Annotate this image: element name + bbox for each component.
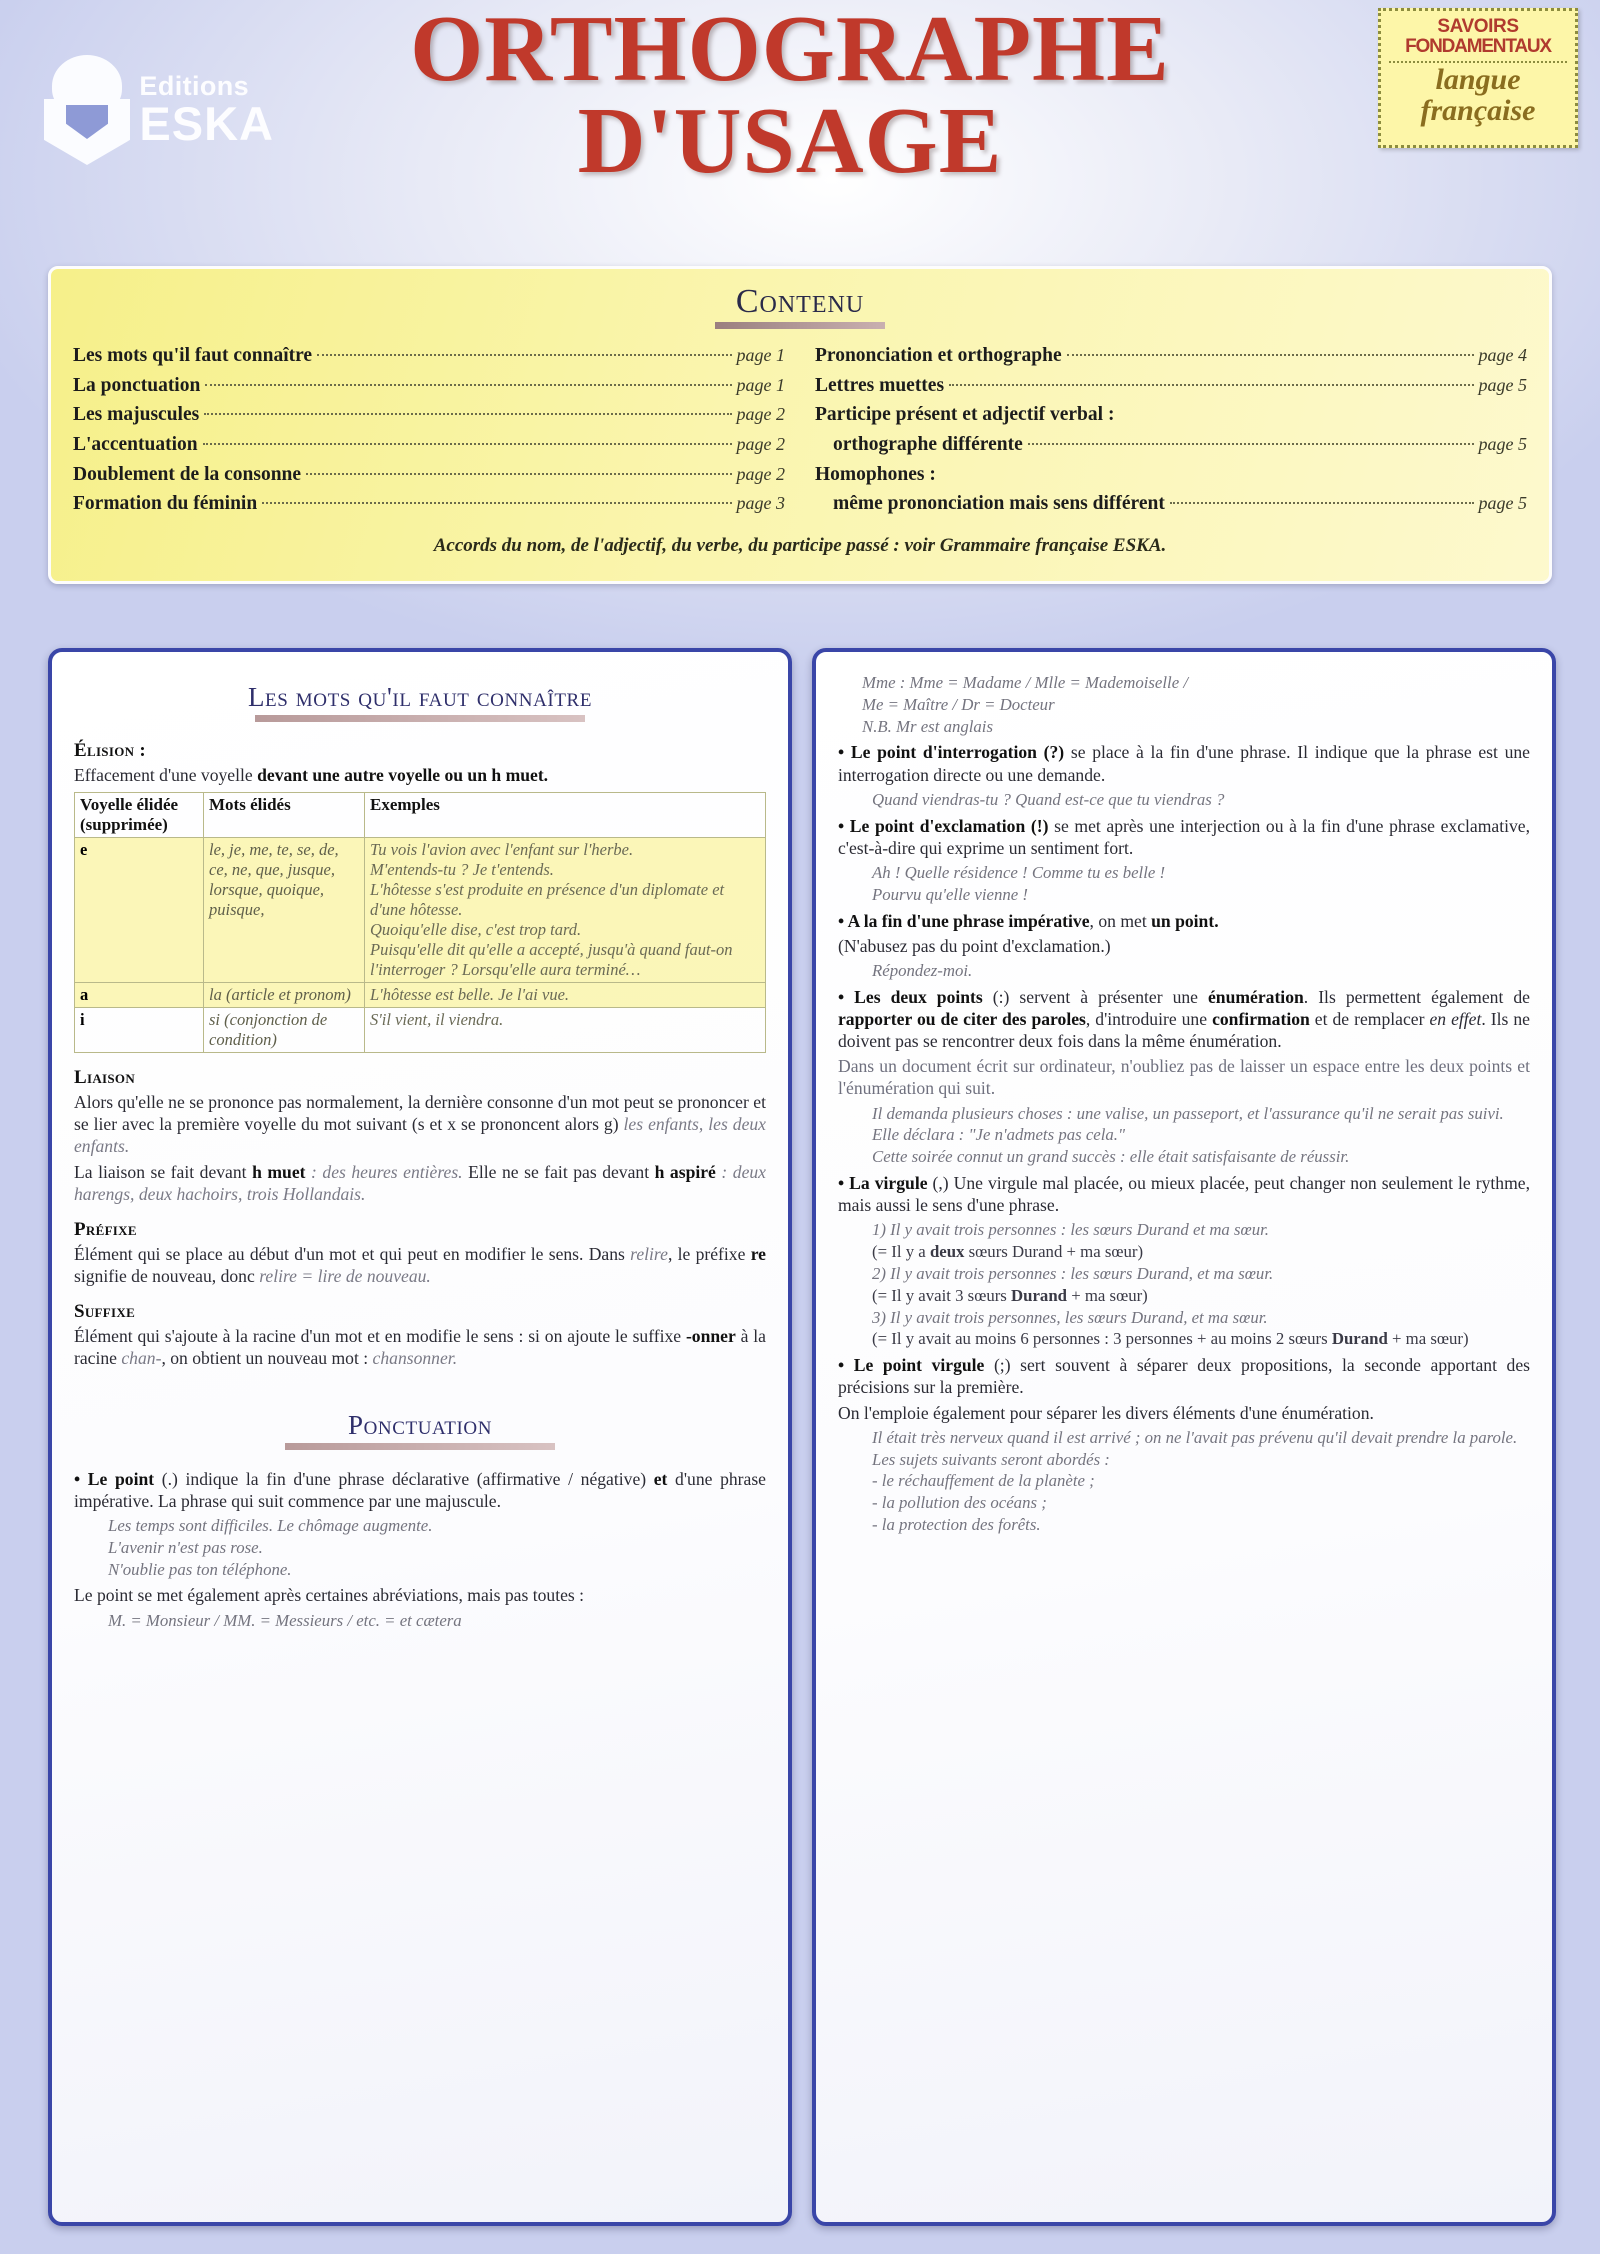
deuxpoints-examples-list <box>872 1103 1530 1168</box>
toc-column-left <box>73 341 785 519</box>
title-line-1: ORTHOGRAPHE <box>410 0 1170 101</box>
toc-entry-label: orthographe différente <box>833 433 1023 455</box>
toc-entry[interactable] <box>73 489 785 519</box>
elision-example: L'hôtesse s'est produite en présence d'un diplomate et d'une hôtesse. <box>370 880 725 920</box>
virgule-examples-list <box>872 1219 1530 1350</box>
elision-words: si (conjonction de condition) <box>204 1008 365 1053</box>
imperative-example: Répondez-moi. <box>872 960 973 980</box>
toc-entry-label: Les mots qu'il faut connaître <box>73 345 313 366</box>
virgule-gloss: (= Il y avait au moins 6 personnes : 3 personnes + au moins 2 sœurs Durand + ma sœur) <box>872 1329 1469 1349</box>
table-row <box>75 1008 766 1053</box>
pointvirgule-examples-list <box>872 1427 1530 1536</box>
pointvirgule-example: - la protection des forêts. <box>872 1515 1041 1535</box>
pointvirgule-text-2: On l'emploie également pour séparer les divers éléments d'une énumération. <box>838 1402 1374 1423</box>
virgule-gloss: (= Il y a deux sœurs Durand + ma sœur) <box>872 1242 1144 1262</box>
point-abbr-text: Le point se met également après certaines abréviations, mais pas toutes : <box>74 1585 585 1606</box>
liaison-paragraph-2 <box>74 1161 766 1205</box>
liaison-p2-a: La liaison se fait devant <box>74 1161 253 1182</box>
interrogation-label: • Le point d'interrogation (?) <box>838 742 1065 763</box>
point-text-c: d'une phrase impérative. La phrase qui suit commence par une majuscule. <box>74 1468 766 1511</box>
deuxpoints-t1: (:) servent à présenter une <box>982 986 1208 1007</box>
elision-table-header: Voyelle élidée (supprimée) <box>75 793 204 838</box>
deuxpoints-t5: . Ils ne doivent pas se rencontrer deux fois dans la même énumération. <box>838 1008 1530 1052</box>
badge-francaise-label: française <box>1420 93 1536 127</box>
deuxpoints-en-effet: en effet <box>1429 1008 1482 1029</box>
ponctuation-section-title: Ponctuation <box>347 1409 493 1440</box>
virgule-example: 3) Il y avait trois personnes, les sœurs Durand, et ma sœur. <box>872 1307 1268 1327</box>
point-example: L'avenir n'est pas rose. <box>108 1537 263 1557</box>
abbreviation-line: N.B. Mr est anglais <box>862 716 993 736</box>
badge-langue-label: langue <box>1435 62 1521 96</box>
elision-intro-a: Effacement d'une voyelle <box>74 765 258 785</box>
toc-entry-page: page 2 <box>736 463 785 484</box>
toc-entry-page: page 3 <box>736 493 785 514</box>
suffixe-b: à la racine <box>74 1326 766 1369</box>
pointvirgule-paragraph <box>838 1354 1530 1398</box>
abbreviation-line: Mme : Mme = Madame / Mlle = Mademoiselle / <box>862 673 1189 692</box>
toc-entry[interactable] <box>815 400 1527 430</box>
deuxpoints-rapporter: rapporter ou de citer des paroles <box>838 1008 1086 1029</box>
toc-entry-leader <box>317 354 731 356</box>
pointvirgule-text-1: (;) sert souvent à séparer deux propositions, la seconde apportant des précisions sur la première. <box>838 1355 1530 1398</box>
toc-entry-page: page 5 <box>1478 433 1527 454</box>
toc-entry-leader <box>203 443 732 445</box>
left-section-rule <box>255 715 585 722</box>
contents-footnote: Accords du nom, de l'adjectif, du verbe, du participe passé : voir Grammaire française ESKA. <box>433 534 1167 556</box>
elision-intro <box>74 764 766 786</box>
imperative-b: impérative <box>1008 910 1090 931</box>
elision-table-header: Mots élidés <box>204 793 365 838</box>
pointvirgule-example: - le réchauffement de la planète ; <box>872 1471 1095 1491</box>
toc-entry[interactable] <box>815 460 1527 490</box>
publisher-name: ESKA <box>139 97 274 150</box>
liaison-example-2: : des heures entières. <box>305 1161 463 1182</box>
badge-savoirs-label: SAVOIRS <box>1437 16 1519 37</box>
deuxpoints-note: Dans un document écrit sur ordinateur, n'oubliez pas de laisser un espace entre les deux points et l'énumération qui suit. <box>838 1056 1530 1099</box>
toc-entry-label: Participe présent et adjectif verbal : <box>815 404 1115 426</box>
contents-title-rule <box>715 322 885 329</box>
elision-example: M'entends-tu ? Je t'entends. <box>370 860 554 880</box>
virgule-label: • La virgule <box>838 1173 928 1193</box>
point-label: • Le point <box>74 1468 155 1489</box>
deuxpoints-example: Il demanda plusieurs choses : une valise, un passeport, et l'assurance qu'il ne serait pas suivi. <box>872 1103 1504 1123</box>
title-line-2: D'USAGE <box>577 89 1003 194</box>
suffixe-heading: Suffixe <box>74 1301 136 1323</box>
toc-entry[interactable] <box>73 341 785 371</box>
deuxpoints-example: Elle déclara : "Je n'admets pas cela." <box>872 1125 1126 1145</box>
toc-entry-page: page 5 <box>1478 374 1527 395</box>
toc-entry-label: Doublement de la consonne <box>73 463 302 485</box>
exclamation-examples-list <box>872 862 1530 906</box>
elision-words: la (article et pronom) <box>204 983 365 1008</box>
elision-table-header-row <box>75 793 766 838</box>
left-panel <box>48 648 792 2226</box>
badge-fondamentaux-label: FONDAMENTAUX <box>1405 35 1551 57</box>
prefixe-a: Élément qui se place au début d'un mot et qui peut en modifier le sens. Dans <box>74 1243 631 1264</box>
toc-entry-page: page 4 <box>1478 345 1527 365</box>
left-section-title: Les mots qu'il faut connaître <box>247 682 593 712</box>
prefixe-paragraph <box>74 1243 766 1287</box>
contents-box <box>48 266 1552 584</box>
toc-entry-label: Les majuscules <box>73 404 200 426</box>
toc-entry-leader <box>1067 354 1474 356</box>
toc-entry[interactable] <box>73 400 785 430</box>
toc-entry-page: page 5 <box>1478 493 1527 514</box>
elision-examples <box>365 838 766 983</box>
toc-entry-label: L'accentuation <box>73 433 198 455</box>
liaison-h-muet: h muet <box>252 1161 306 1182</box>
imperative-a: • A la fin d'une phrase <box>838 910 1009 931</box>
suffixe-racine: chan- <box>121 1348 162 1369</box>
prefixe-example-relire: relire <box>630 1243 668 1264</box>
prefixe-re: re <box>750 1243 766 1264</box>
toc-entry[interactable] <box>73 371 785 401</box>
deuxpoints-label: • Les deux points <box>838 986 983 1007</box>
liaison-example-1: les enfants, les deux enfants. <box>74 1114 766 1157</box>
deuxpoints-example: Cette soirée connut un grand succès : elle était satisfaisante de réussir. <box>872 1147 1350 1167</box>
contents-title: Contenu <box>735 283 865 320</box>
point-text-a: (.) indique la fin d'une phrase déclarative (affirmative / négative) <box>154 1468 654 1489</box>
point-example: Les temps sont difficiles. Le chômage augmente. <box>108 1515 433 1535</box>
pointvirgule-example: Les sujets suivants seront abordés : <box>872 1449 1110 1469</box>
elision-words: le, je, me, te, se, de, ce, ne, que, jusque, lorsque, quoique, puisque, <box>204 838 365 983</box>
liaison-h-aspire: h aspiré <box>654 1161 716 1182</box>
toc-entry[interactable] <box>73 460 785 490</box>
elision-table-body <box>75 838 766 1053</box>
elision-example: L'hôtesse est belle. Je l'ai vue. <box>370 985 570 1005</box>
deuxpoints-t4: et de remplacer <box>1309 1008 1430 1029</box>
table-row <box>75 838 766 983</box>
abbreviations-list <box>862 672 1530 737</box>
deuxpoints-paragraph <box>838 986 1530 1052</box>
ponctuation-section-rule <box>285 1443 555 1450</box>
prefixe-c: signifie de nouveau, donc <box>74 1266 260 1287</box>
toc-entry-page: page 1 <box>736 345 785 365</box>
right-panel <box>812 648 1556 2226</box>
toc-entry-label: Formation du féminin <box>73 493 258 515</box>
interrogation-example: Quand viendras-tu ? Quand est-ce que tu viendras ? <box>872 789 1225 809</box>
document-title <box>240 0 1340 194</box>
interrogation-text: se place à la fin d'une phrase. Il indique que la phrase est une interrogation directe ou une demande. <box>838 742 1530 785</box>
deuxpoints-t2: . Ils permettent également de <box>1303 986 1530 1007</box>
toc-entry-leader <box>1028 443 1474 445</box>
toc-entry-page: page 2 <box>736 433 785 454</box>
point-text-et: et <box>653 1468 668 1489</box>
point-abbr-example: M. = Monsieur / MM. = Messieurs / etc. = et cætera <box>108 1610 462 1630</box>
elision-table <box>74 792 766 1053</box>
exclamation-text: se met après une interjection ou à la fin d'une phrase exclamative, c'est-à-dire qui exprime un sentiment fort. <box>838 815 1530 858</box>
elision-example: Quoiqu'elle dise, c'est trop tard. <box>370 920 582 940</box>
virgule-example: 2) Il y avait trois personnes : les sœurs Durand, et ma sœur. <box>872 1263 1274 1283</box>
interrogation-example-wrap <box>872 789 1530 811</box>
toc-entry[interactable] <box>815 341 1527 371</box>
liaison-example-3: : deux harengs, deux hachoirs, trois Hollandais. <box>74 1161 766 1204</box>
point-example: N'oublie pas ton téléphone. <box>108 1559 292 1579</box>
point-abbr-example-wrap <box>108 1610 766 1632</box>
suffixe-onner: -onner <box>685 1326 736 1347</box>
virgule-paragraph <box>838 1172 1530 1216</box>
exclamation-paragraph <box>838 815 1530 859</box>
toc-entry-leader <box>1170 502 1474 504</box>
elision-examples <box>365 1008 766 1053</box>
exclamation-label: • Le point d'exclamation (!) <box>838 815 1049 836</box>
pointvirgule-example: - la pollution des océans ; <box>872 1493 1047 1513</box>
imperative-d: un point. <box>1151 910 1219 931</box>
toc-entry-leader <box>204 413 731 415</box>
liaison-paragraph-1 <box>74 1091 766 1157</box>
prefixe-example-2: relire = lire de nouveau. <box>259 1266 431 1287</box>
toc-entry-page: page 2 <box>736 404 785 425</box>
series-badge <box>1378 8 1578 148</box>
liaison-p1-text: Alors qu'elle ne se prononce pas normalement, la dernière consonne d'un mot peut se prononcer et se lier avec la première voyelle du mot suivant (s et x se prononcent alors g) <box>74 1092 766 1135</box>
elision-vowel: a <box>75 983 204 1008</box>
toc-entry-label: Prononciation et orthographe <box>815 345 1062 366</box>
deuxpoints-confirmation: confirmation <box>1212 1008 1310 1029</box>
virgule-gloss: (= Il y avait 3 sœurs Durand + ma sœur) <box>872 1285 1148 1305</box>
virgule-example: 1) Il y avait trois personnes : les sœurs Durand et ma sœur. <box>872 1220 1269 1240</box>
toc-entry[interactable] <box>73 430 785 460</box>
liaison-heading: Liaison <box>74 1067 136 1089</box>
toc-entry[interactable] <box>815 489 1527 519</box>
elision-heading: Élision : <box>74 740 146 761</box>
exclamation-example: Pourvu qu'elle vienne ! <box>872 884 1028 904</box>
toc-entry-leader <box>306 473 731 475</box>
suffixe-example-2: chansonner. <box>372 1348 458 1369</box>
interrogation-paragraph <box>838 741 1530 785</box>
elision-vowel: i <box>75 1008 204 1053</box>
toc-entry[interactable] <box>815 371 1527 401</box>
toc-column-right <box>815 341 1527 519</box>
elision-intro-b: devant une autre voyelle ou un h muet. <box>257 765 549 785</box>
deuxpoints-t3: , d'introduire une <box>1085 1008 1213 1029</box>
pointvirgule-label: • Le point virgule <box>838 1355 985 1376</box>
suffixe-c: , on obtient un nouveau mot : <box>161 1348 373 1369</box>
toc-entry-label: Homophones : <box>815 463 936 485</box>
point-paragraph <box>74 1468 766 1512</box>
toc-entry-leader <box>949 384 1473 386</box>
toc-entry-page: page 1 <box>736 374 785 395</box>
toc-entry-leader <box>262 502 731 504</box>
prefixe-b: , le préfixe <box>667 1243 751 1264</box>
imperative-note: (N'abusez pas du point d'exclamation.) <box>838 935 1111 956</box>
table-row <box>75 983 766 1008</box>
elision-vowel: e <box>75 838 204 983</box>
page-header <box>0 0 1600 255</box>
abbreviation-line: Me = Maître / Dr = Docteur <box>862 694 1055 714</box>
elision-example: Puisqu'elle dit qu'elle a accepté, jusqu'à quand faut-on l'interroger ? Lorsqu'elle aura terminé… <box>370 940 733 980</box>
pointvirgule-example: Il était très nerveux quand il est arrivé ; on ne l'avait pas prévenu qu'il devait prendre la parole. <box>872 1427 1518 1447</box>
toc-entry-label: même prononciation mais sens différent <box>833 493 1165 515</box>
exclamation-example: Ah ! Quelle résidence ! Comme tu es belle ! <box>872 862 1166 882</box>
deuxpoints-enumeration: énumération <box>1208 986 1304 1007</box>
imperative-example-wrap <box>872 960 1530 982</box>
elision-table-header: Exemples <box>365 793 766 838</box>
imperative-paragraph <box>838 910 1530 932</box>
suffixe-paragraph <box>74 1325 766 1369</box>
point-examples-list <box>108 1515 766 1580</box>
table-of-contents <box>73 341 1527 519</box>
toc-entry[interactable] <box>815 430 1527 460</box>
liaison-p2-c: Elle ne se fait pas devant <box>462 1161 655 1182</box>
toc-entry-label: Lettres muettes <box>815 374 945 396</box>
toc-entry-label: La ponctuation <box>73 374 201 396</box>
toc-entry-leader <box>205 384 731 386</box>
elision-example: S'il vient, il viendra. <box>370 1010 504 1030</box>
virgule-text: (,) Une virgule mal placée, ou mieux placée, peut changer non seulement le rythme, mais aussi le sens d'une phrase. <box>838 1173 1530 1216</box>
eska-book-icon <box>44 55 129 165</box>
prefixe-heading: Préfixe <box>74 1218 137 1240</box>
publisher-editions-label: Editions <box>139 71 250 101</box>
elision-examples <box>365 983 766 1008</box>
elision-example: Tu vois l'avion avec l'enfant sur l'herbe. <box>370 840 634 860</box>
suffixe-a: Élément qui s'ajoute à la racine d'un mot et en modifie le sens : si on ajoute le suffixe <box>74 1326 686 1347</box>
imperative-c: , on met <box>1089 910 1152 931</box>
